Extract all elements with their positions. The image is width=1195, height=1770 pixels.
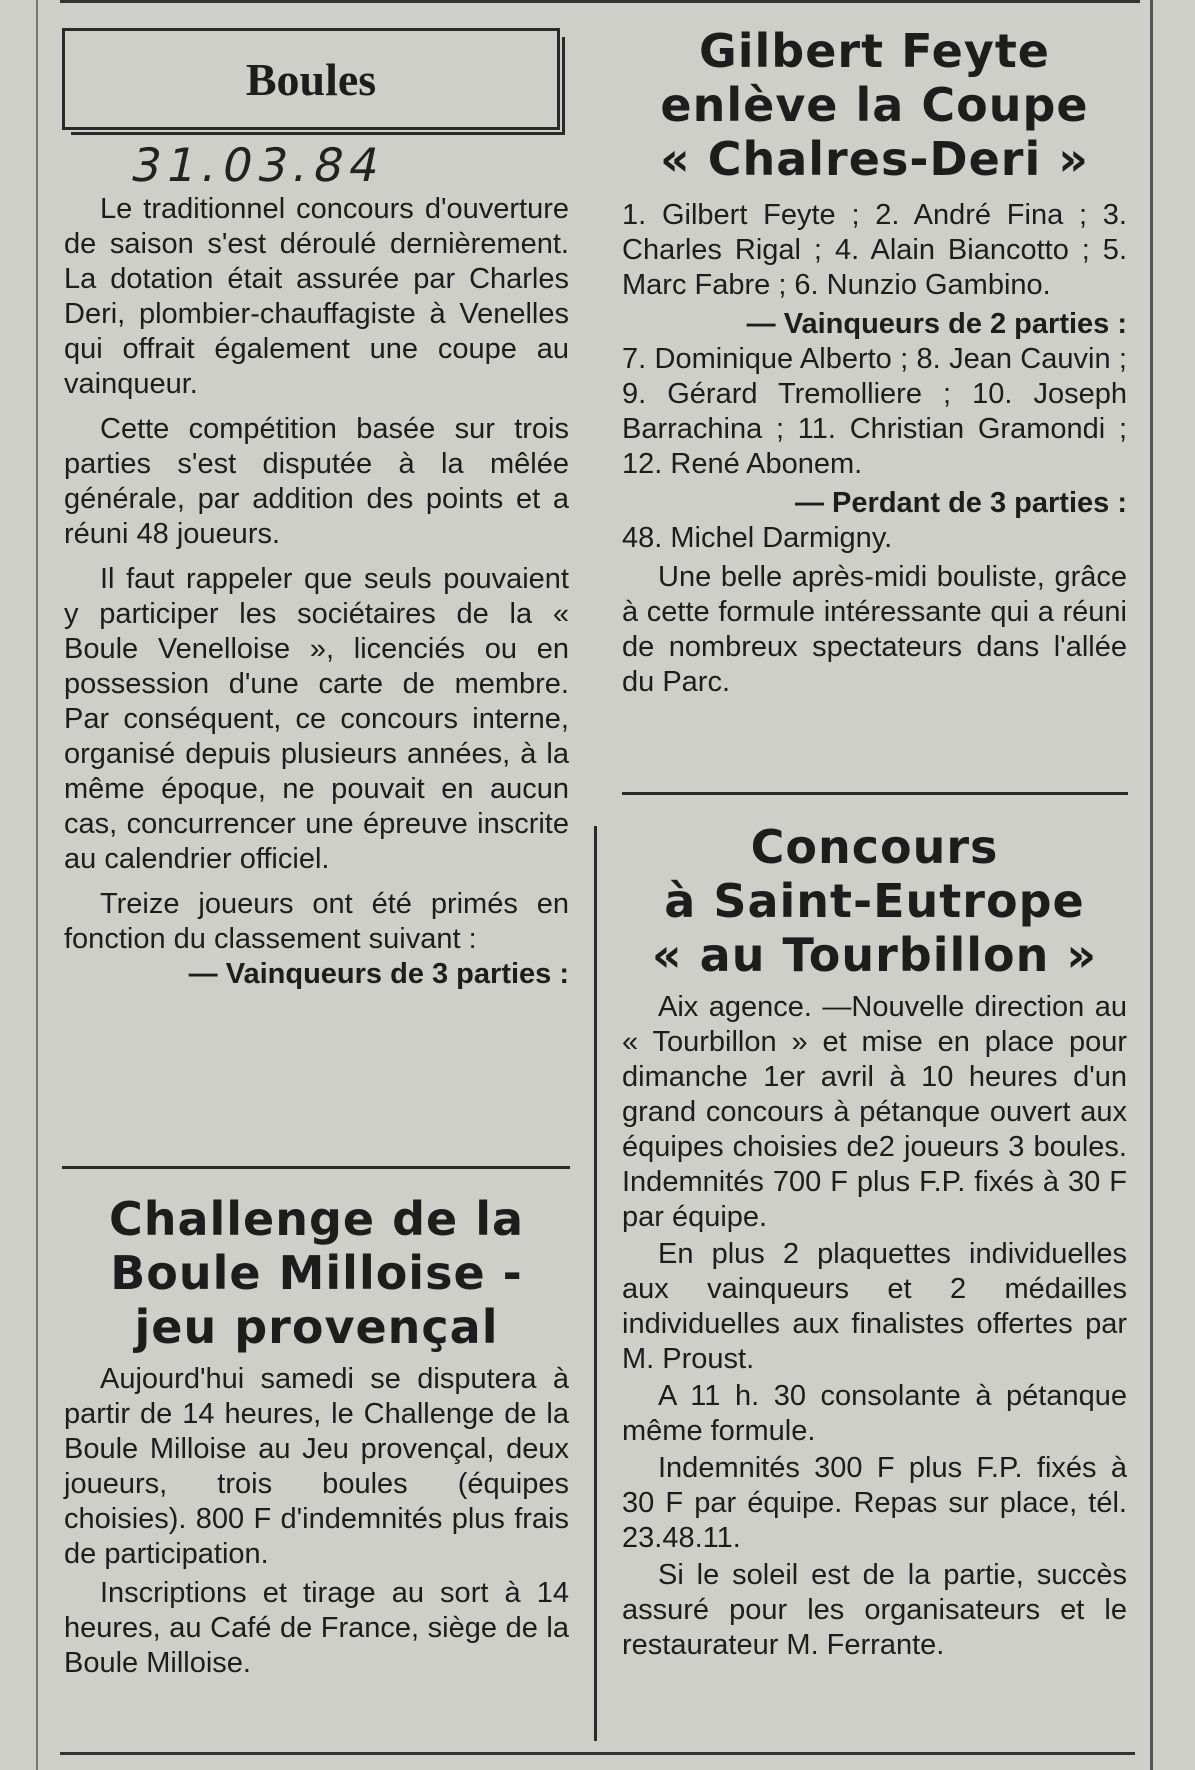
paragraph: Inscriptions et tirage au sort à 14 heures, au Café de France, siège de la Boule Milloise. <box>64 1577 569 1679</box>
top-rule <box>60 0 1140 3</box>
article-opening-contest <box>64 192 569 992</box>
paragraph: Il faut rappeler que seuls pouvaient y participer les sociétaires de la « Boule Venelloise », licenciés ou en possession d'une carte de membre. Par conséquent, ce concours interne, organisé depuis plusieurs années, à la même époque, ne pouvait en aucun cas, concurrencer une épreuve inscrite au calendrier officiel. <box>64 563 569 875</box>
paragraph: Cette compétition basée sur trois parties s'est disputée à la mêlée générale, par addition des points et a réuni 48 joueurs. <box>64 413 569 550</box>
bottom-rule <box>60 1752 1135 1755</box>
paragraph: En plus 2 plaquettes individuelles aux vainqueurs et 2 médailles individuelles aux finalistes offertes par M. Proust. <box>622 1238 1127 1375</box>
closing-paragraph: Une belle après-midi bouliste, grâce à cette formule intéressante qui a réuni de nombreux spectateurs dans l'allée du Parc. <box>622 561 1127 698</box>
headline <box>622 820 1127 982</box>
paragraph: Si le soleil est de la partie, succès assuré pour les organisateurs et le restaurateur M. Ferrante. <box>622 1559 1127 1661</box>
paragraph: Le traditionnel concours d'ouverture de saison s'est déroulé dernièrement. La dotation était assurée par Charles Deri, plombier-chauffagiste à Venelles qui offrait également une coupe au vainqueur. <box>64 193 569 400</box>
right-rule <box>1150 0 1153 1770</box>
separator <box>622 792 1128 795</box>
headline-line: Challenge de la <box>108 1192 525 1246</box>
paragraph: Treize joueurs ont été primés en fonction du classement suivant : <box>64 888 569 955</box>
winners-3-label: — Vainqueurs de 3 parties : <box>188 958 569 990</box>
ranking-1-6: 1. Gilbert Feyte ; 2. André Fina ; 3. Charles Rigal ; 4. Alain Biancotto ; 5. Marc Fabre ; 6. Nunzio Gambino. <box>622 199 1127 301</box>
headline-line: Concours <box>750 820 999 874</box>
handwritten-date: 31.03.84 <box>126 138 391 192</box>
section-header-box <box>62 28 560 130</box>
section-title: Boules <box>245 53 377 105</box>
headline-line: « Chalres-Deri » <box>660 132 1089 186</box>
winners-2-label: — Vainqueurs de 2 parties : <box>746 308 1127 340</box>
headline-line: jeu provençal <box>134 1300 499 1354</box>
paragraph: Aujourd'hui samedi se disputera à partir de 14 heures, le Challenge de la Boule Milloise au Jeu provençal, deux joueurs, trois boules (équipes choisies). 800 F d'indemnités plus frais de participation. <box>64 1363 569 1570</box>
headline-line: à Saint-Eutrope <box>664 874 1085 928</box>
ranking-48: 48. Michel Darmigny. <box>622 522 893 554</box>
separator <box>62 1166 570 1169</box>
headline-line: enlève la Coupe <box>660 78 1089 132</box>
paragraph: Indemnités 300 F plus F.P. fixés à 30 F par équipe. Repas sur place, tél. 23.48.11. <box>622 1452 1127 1554</box>
left-edge <box>36 0 38 1770</box>
headline <box>64 1192 569 1354</box>
paragraph: A 11 h. 30 consolante à pétanque même formule. <box>622 1380 1127 1447</box>
paragraph: Aix agence. —Nouvelle direction au « Tourbillon » et mise en place pour dimanche 1er avril à 10 heures d'un grand concours à pétanque ouvert aux équipes choisies de2 joueurs 3 boules. Indemnités 700 F plus F.P. fixés à 30 F par équipe. <box>622 991 1127 1233</box>
article-challenge-boule-milloise <box>64 1192 569 1691</box>
article-gilbert-feyte <box>622 24 1127 710</box>
column-divider <box>594 826 597 1741</box>
headline-line: « au Tourbillon » <box>651 928 1098 982</box>
losers-3-label: — Perdant de 3 parties : <box>795 487 1127 519</box>
headline <box>622 24 1127 186</box>
headline-line: Gilbert Feyte <box>698 24 1051 78</box>
headline-line: Boule Milloise - <box>110 1246 523 1300</box>
ranking-7-12: 7. Dominique Alberto ; 8. Jean Cauvin ; 9. Gérard Tremolliere ; 10. Joseph Barrachina ; 11. Christian Gramondi ; 12. René Abonem. <box>622 343 1127 480</box>
article-concours-saint-eutrope <box>622 820 1127 1673</box>
